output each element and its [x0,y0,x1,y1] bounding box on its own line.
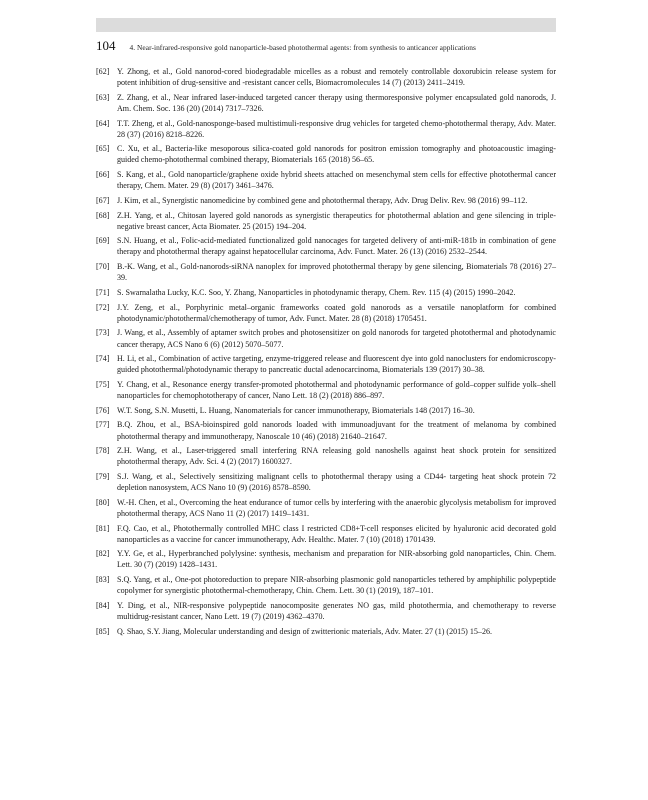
header-bar [96,18,556,32]
reference-item [96,626,556,637]
reference-number: [62] [96,67,110,76]
reference-item [96,169,556,191]
reference-item [96,445,556,467]
reference-number: [74] [96,354,110,364]
reference-item [96,235,556,257]
reference-item [96,143,556,165]
reference-item [96,210,556,232]
reference-number: [85] [96,626,110,636]
reference-number: [67] [96,195,110,205]
reference-number: [70] [96,262,110,272]
reference-number: [63] [96,92,110,102]
reference-number: [71] [96,287,110,297]
reference-number: [73] [96,328,110,338]
reference-item [96,261,556,283]
reference-text: B.-K. Wang, et al., Gold-nanorods-siRNA nanoplex for improved photothermal therapy by gene silencing, Biomaterials 78 (2016) 27–39. [117,262,556,283]
reference-number: [64] [96,118,110,128]
reference-item [96,574,556,596]
reference-item [96,523,556,545]
reference-item [96,471,556,493]
reference-text: J. Kim, et al., Synergistic nanomedicine by combined gene and photothermal therapy, Adv. Drug Deliv. Rev. 98 (2016) 99–112. [117,195,528,205]
reference-item [96,287,556,298]
reference-text: W.T. Song, S.N. Musetti, L. Huang, Nanomaterials for cancer immunotherapy, Biomaterials 148 (2017) 16–30. [117,405,475,415]
reference-text: Z.H. Yang, et al., Chitosan layered gold nanorods as synergistic therapeutics for photothermal ablation and gene silencing in triple-negative breast cancer, Acta Biomater. 25 (2015) 194–204. [117,210,556,231]
reference-item [96,497,556,519]
reference-number: [65] [96,144,110,154]
reference-number: [83] [96,575,110,585]
reference-text: S.J. Wang, et al., Selectively sensitizing malignant cells to photothermal therapy using a CD44- targeting heat shock protein 72 depletion nanosystem, ACS Nano 10 (9) (2016) 8578–8590. [117,472,556,493]
reference-item [96,353,556,375]
reference-text: Y. Zhong, et al., Gold nanorod-cored biodegradable micelles as a robust and remotely controllable doxorubicin release system for potent inhibition of drug-sensitive and -resistant cancer cells, Biomacromolecules 14 (7) (2013) 2411–2419. [117,67,556,88]
reference-number: [79] [96,472,110,481]
reference-number: [84] [96,600,110,610]
reference-number: [78] [96,446,110,456]
reference-number: [80] [96,497,110,507]
reference-text: Z.H. Wang, et al., Laser-triggered small interfering RNA releasing gold nanoshells against heat shock protein for sensitized photothermal therapy, Adv. Sci. 4 (2) (2017) 1600327. [117,446,556,467]
reference-item [96,302,556,324]
reference-number: [66] [96,170,110,180]
reference-text: S.N. Huang, et al., Folic-acid-mediated functionalized gold nanocages for targeted delivery of anti-miR-181b in combination of gene therapy and photothermal therapy against hepatocellular carcinoma, Adv. Funct. Mater. 26 (13) (2016) 2532–2544. [117,236,556,257]
reference-text: S. Swarnalatha Lucky, K.C. Soo, Y. Zhang, Nanoparticles in photodynamic therapy, Chem. Rev. 115 (4) (2015) 1990–2042. [117,287,516,297]
reference-number: [69] [96,236,110,246]
reference-item [96,327,556,349]
reference-item [96,600,556,622]
reference-text: Y. Chang, et al., Resonance energy transfer-promoted photothermal and photodynamic performance of gold–copper sulfide yolk–shell nanoparticles for chemophototherapy of cancer, Nano Lett. 18 (2) (2018) 886–897. [117,379,556,401]
reference-item [96,66,556,88]
reference-text: C. Xu, et al., Bacteria-like mesoporous silica-coated gold nanorods for positron emission tomography and photoacoustic imaging-guided chemo-photothermal combined therapy, Biomaterials 165 (2018) 56–65. [117,144,556,165]
reference-text: J.Y. Zeng, et al., Porphyrinic metal–organic frameworks coated gold nanorods as a versatile nanoplatform for combined photodynamic/photothermal/chemotherapy of tumor, Adv. Funct. Mater. 28 (8) (2018) 1705451. [117,302,556,323]
reference-text: W.-H. Chen, et al., Overcoming the heat endurance of tumor cells by interfering with the anaerobic glycolysis metabolism for improved photothermal therapy, ACS Nano 11 (2) (2017) 1419–1431. [117,497,556,518]
page-number: 104 [96,38,116,53]
reference-number: [82] [96,549,110,559]
reference-item [96,419,556,441]
reference-text: Y. Ding, et al., NIR-responsive polypeptide nanocomposite generates NO gas, mild photothermia, and chemotherapy to reverse multidrug-resistant cancer, Nano Lett. 19 (7) (2019) 4362–4370. [117,600,556,621]
reference-number: [81] [96,523,110,533]
reference-text: S. Kang, et al., Gold nanoparticle/graphene oxide hybrid sheets attached on mesenchymal stem cells for effective photothermal cancer therapy, Chem. Mater. 29 (8) (2017) 3461–3476. [117,170,556,191]
reference-text: B.Q. Zhou, et al., BSA-bioinspired gold nanorods loaded with immunoadjuvant for the treatment of melanoma by combined photothermal therapy and immunotherapy, Nanoscale 10 (46) (2018) 21640–21647. [117,420,556,441]
reference-item [96,92,556,114]
running-head [96,38,556,58]
reference-text: T.T. Zheng, et al., Gold-nanosponge-based multistimuli-responsive drug vehicles for targeted chemo-photothermal therapy, Adv. Mater. 28 (37) (2016) 8218–8226. [117,118,556,139]
reference-item [96,548,556,570]
reference-number: [68] [96,210,110,220]
reference-list [96,66,556,640]
reference-text: H. Li, et al., Combination of active targeting, enzyme-triggered release and fluorescent dye into gold nanoclusters for endomicroscopy-guided photothermal/photodynamic therapy to pancreatic ductal adenocarcinoma, Biomaterials 139 (2017) 30–38. [117,354,556,375]
reference-item [96,379,556,401]
reference-number: [75] [96,379,110,389]
chapter-title: 4. Near-infrared-responsive gold nanoparticle-based photothermal agents: from synthesis to anticancer applications [129,43,476,52]
reference-text: Y.Y. Ge, et al., Hyperbranched polylysine: synthesis, mechanism and preparation for NIR-absorbing gold nanoparticles, Chin. Chem. Lett. 30 (7) (2019) 1428–1431. [117,549,556,570]
reference-number: [72] [96,302,110,312]
reference-item [96,118,556,140]
reference-text: S.Q. Yang, et al., One-pot photoreduction to prepare NIR-absorbing plasmonic gold nanoparticles tethered by amphiphilic polypeptide copolymer for synergistic photothermal-chemotherapy, Chin. Chem. Lett. 30 (1) (2019), 187–101. [117,575,556,596]
reference-number: [77] [96,420,110,430]
reference-item [96,405,556,416]
reference-text: J. Wang, et al., Assembly of aptamer switch probes and photosensitizer on gold nanorods for targeted photothermal and photodynamic cancer therapy, ACS Nano 6 (6) (2012) 5070–5077. [117,328,556,349]
reference-text: F.Q. Cao, et al., Photothermally controlled MHC class I restricted CD8+T-cell responses elicited by hyaluronic acid decorated gold nanoparticles as a vaccine for cancer immunotherapy, Adv. Healthc. Mater. 7 (10) (2018) 1701439. [117,523,556,544]
reference-number: [76] [96,405,110,415]
reference-text: Q. Shao, S.Y. Jiang, Molecular understanding and design of zwitterionic materials, Adv. Mater. 27 (1) (2015) 15–26. [117,626,493,636]
reference-text: Z. Zhang, et al., Near infrared laser-induced targeted cancer therapy using thermoresponsive polymer encapsulated gold nanorods, J. Am. Chem. Soc. 136 (20) (2014) 7317–7326. [117,92,556,113]
reference-item [96,195,556,206]
